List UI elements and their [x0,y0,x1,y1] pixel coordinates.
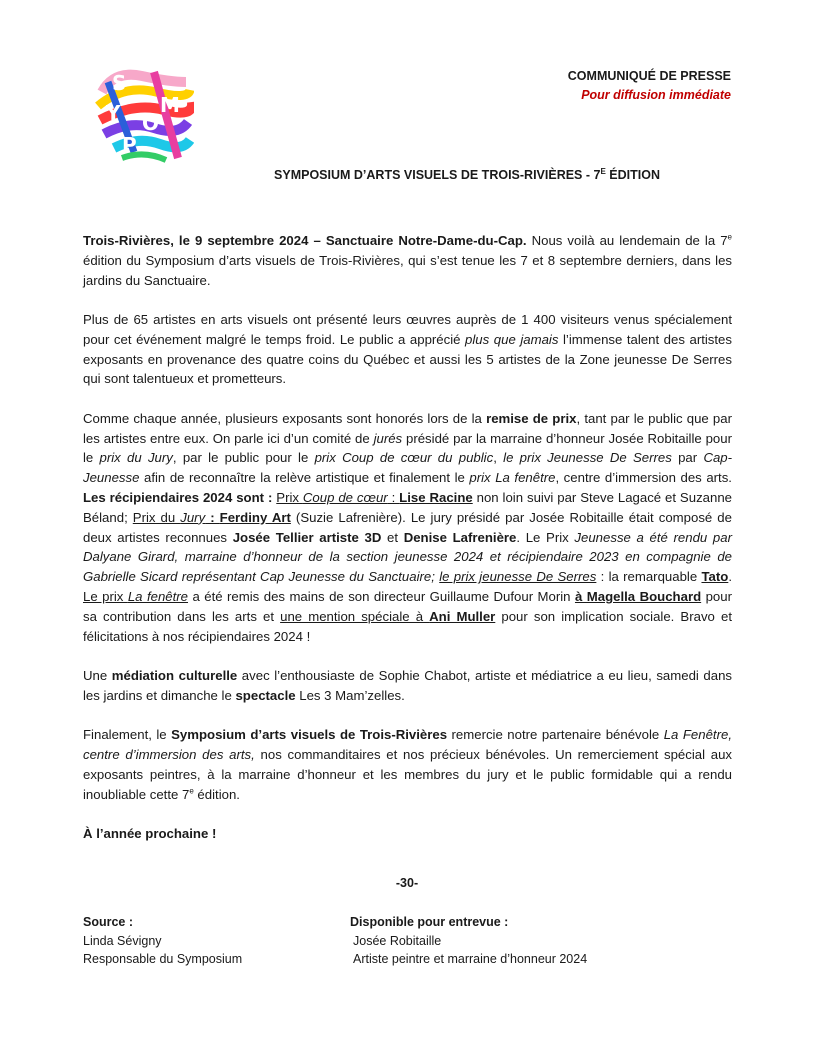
interview-block [350,913,587,969]
press-label: COMMUNIQUÉ DE PRESSE [567,69,731,83]
paragraph-attendance: Plus de 65 artistes en arts visuels ont présenté leurs œuvres auprès de 1 400 visiteurs venus spécialement pour cet événement malgré le temps froid. Le public a apprécié plus que jamais l’immense talent des artistes exposants en provenance des quatre coins du Québec et aussi les 5 artistes de la Zone jeunesse De Serres qui sont talentueux et prometteurs. [83,311,732,387]
symposium-logo [94,62,194,166]
source-label: Source : [83,915,134,929]
press-header [568,67,731,105]
logo-letter-o: O [142,111,160,135]
document-title: SYMPOSIUM D’ARTS VISUELS DE TROIS-RIVIÈRES - $7^E$ ÉDITION [274,167,660,183]
interview-name: Josée Robitaille [353,933,442,948]
source-block [83,913,242,969]
logo-letter-m: M [160,93,180,117]
end-mark: -30- [395,876,419,890]
interview-label: Disponible pour entrevue : [350,915,509,929]
release-label: Pour diffusion immédiate [581,88,731,102]
source-name: Linda Sévigny [83,933,162,948]
source-role: Responsable du Symposium [83,952,243,966]
logo-letter-y: Y [106,101,121,125]
closing-line: À l’année prochaine ! [83,825,217,841]
paragraph-awards: Comme chaque année, plusieurs exposants sont honorés lors de la remise de prix, tant par le public que par les artistes entre eux. On parle ici d’un comité de jurés présidé par la marraine d’honneur Josée Robitaille pour le prix du Jury, par le public pour le prix Coup de cœur du public, le prix Jeunesse De Serres par Cap-Jeunesse afin de reconnaître la relève artistique et finalement le prix La fenêtre, centre d’immersion des arts. Les récipiendaires 2024 sont : Prix Coup de cœur : Lise Racine non loin suivi par Steve Lagacé et Suzanne Béland; Prix du Jury : Ferdiny Art (Suzie Lafrenière). Le jury présidé par Josée Robitaille était composé de deux artistes reconnues Josée Tellier artiste 3D et Denise Lafrenière. Le Prix Jeunesse a été rendu par Dalyane Girard, marraine d’honneur de la section jeunesse 2024 et récipiendaire 2023 en compagnie de Gabrielle Sicard représentant Cap Jeunesse du Sanctuaire; le prix jeunesse De Serres : la remarquable Tato. Le prix La fenêtre a été remis des mains de son directeur Guillaume Dufour Morin à Magella Bouchard pour sa contribution dans les arts et une mention spéciale à Ani Muller pour son implication sociale. Bravo et félicitations à nos récipiendaires 2024 ! [83,410,733,644]
paragraph-mediation: Une médiation culturelle avec l’enthousiaste de Sophie Chabot, artiste et médiatrice a eu lieu, samedi dans les jardins et dimanche le spectacle Les 3 Mam’zelles. [83,667,733,703]
document-body [83,231,732,863]
logo-letter-p: P [122,133,137,157]
interview-role: Artiste peintre et marraine d’honneur 2024 [353,952,588,966]
logo-letter-s: S [112,71,127,95]
paragraph-intro: Trois-Rivières, le 9 septembre 2024 – Sanctuaire Notre-Dame-du-Cap. Nous voilà au lendemain de la 7e édition du Symposium d’arts visuels de Trois-Rivières, qui s’est tenue les 7 et 8 septembre derniers, dans les jardins du Sanctuaire. [83,232,732,288]
paragraph-thanks: Finalement, le Symposium d’arts visuels de Trois-Rivières remercie notre partenaire bénévole La Fenêtre, centre d’immersion des arts, nos commanditaires et nos précieux bénévoles. Un remerciement spécial aux exposants peintres, à la marraine d’honneur et les membres du jury et le public formidable qui a rendu inoubliable cette 7e édition. [83,727,733,802]
dateline: Trois-Rivières, le 9 septembre 2024 – Sanctuaire Notre-Dame-du-Cap. [83,233,527,248]
